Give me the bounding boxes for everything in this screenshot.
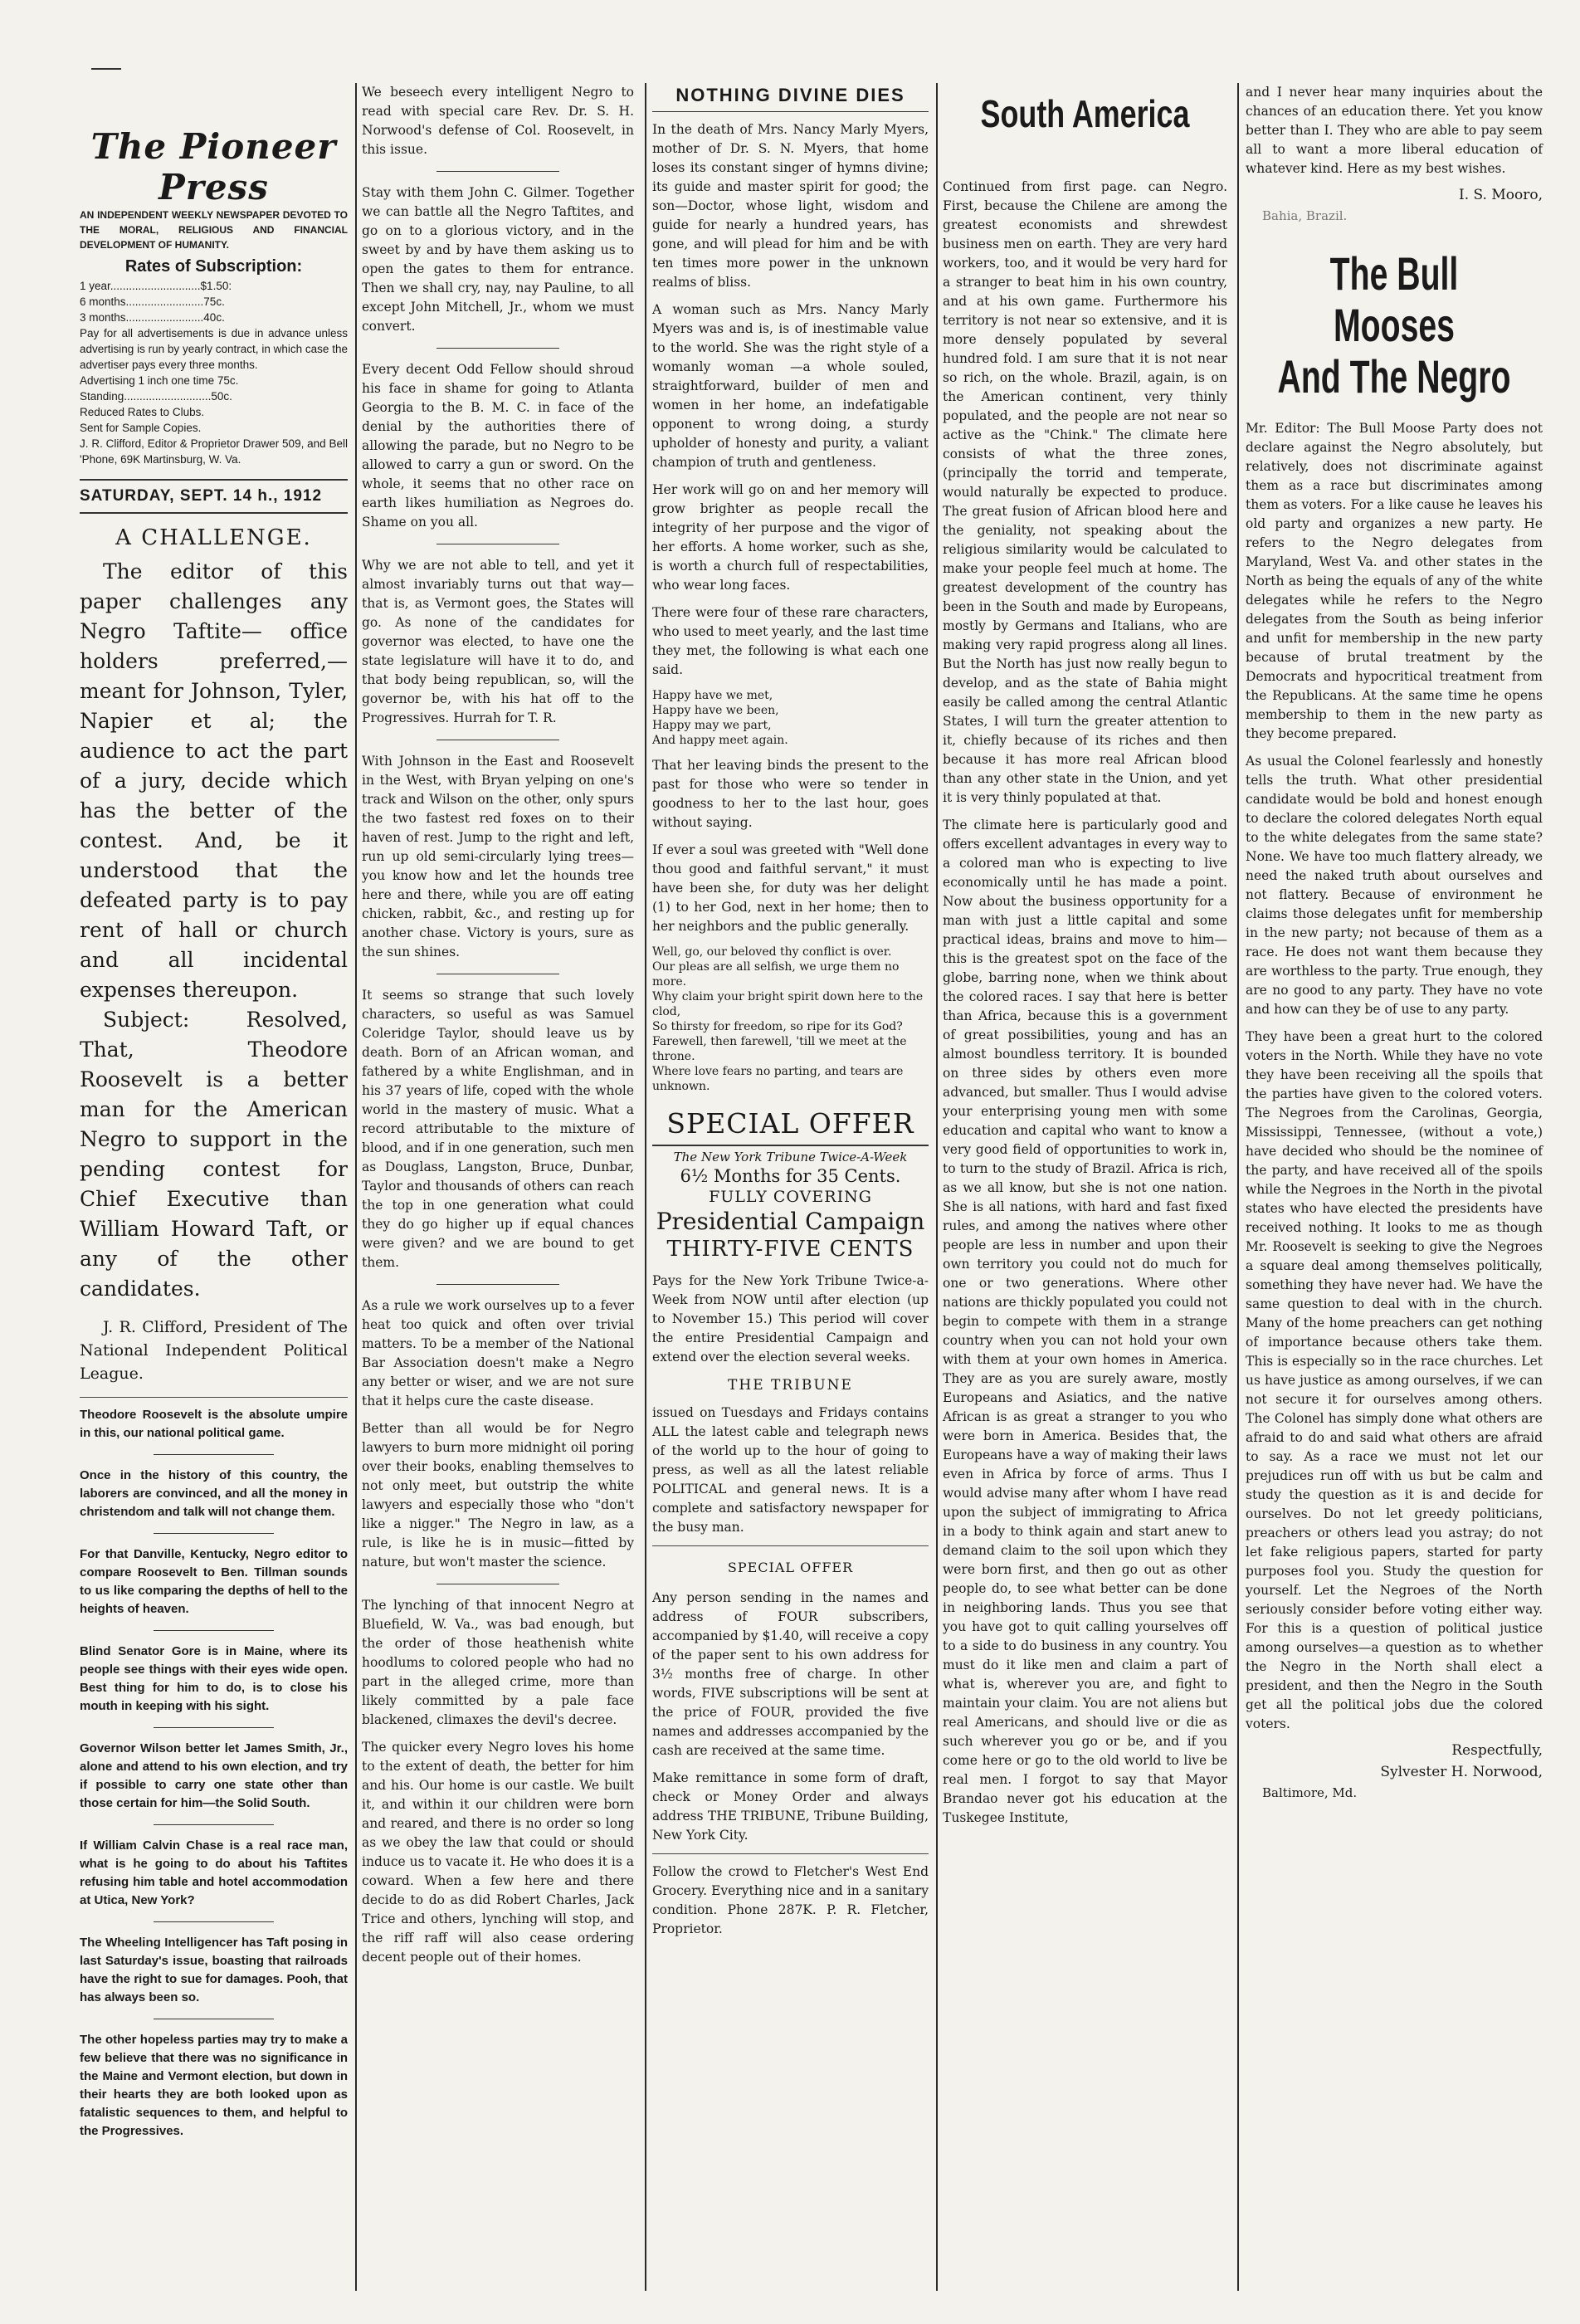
news-item: The other hopeless parties may try to make a few believe that there was no significance in the Maine and Vermont election, but down in their hearts they are both looked upon as fatalistic sequences to them, and helpful to the Progressives. [80,2033,348,2138]
article-paragraph: and I never hear many inquiries about the chances of an education there. Yet you know better than I. They who are able to pay seem all to want a more liberal education of whatever kind. Here as my best wishes. [1246,85,1543,176]
article-paragraph: Mr. Editor: The Bull Moose Party does not declare against the Negro absolutely, but relatively, does not discriminate against them as a race but discriminates among them as voters. For a like cause he leaves his old party and organizes a new party. He refers to the Negro delegates from Maryland, West Va. and other states in the North as being the equals of any of the white delegates while he refers to the Negro delegates from the South as being inferior and unfit for membership in the new party because of brutal treatment by the Democrats and hypocritical treatment from the Republicans. At the same time he opens membership to them in the new party as they become prepared. [1246,421,1543,741]
obituary-paragraph: A woman such as Mrs. Nancy Marly Myers was and is, is of inestimable value to the world. She was the right style of a womanly woman —a whole souled, straightforward, builder of men and women in her home, an indefatigable opponent to wrong doing, a sturdy upholder of honesty and purity, a valiant champion of truth and gentleness. [652,302,929,470]
news-item: Theodore Roosevelt is the absolute umpire in this, our national political game. [80,1408,348,1440]
divider [436,348,559,349]
letter-place: Bahia, Brazil. [1262,208,1348,223]
tribune-heading: THE TRIBUNE [728,1377,853,1394]
editorial-paragraph: Stay with them John C. Gilmer. Together we can battle all the Negro Taftites, and go on to a glorious victory, and in the sweet by and by have them asking us to open the gates to them for entrance. Then we shall cry, nay, nay Pauline, to all except John Mitchell, Jr., whom we must convert. [362,185,634,334]
advertisement: Follow the crowd to Fletcher's West End Grocery. Everything nice and in a sanitary condition. Phone 287K. P. R. Fletcher, Proprietor. [652,1864,929,1936]
news-item: The Wheeling Intelligencer has Taft posing in last Saturday's issue, boasting that railroads have the right to sue for damages. Pooh, that has always been so. [80,1936,348,2004]
masthead-note: Reduced Rates to Clubs. [80,406,205,418]
divider [154,1630,274,1631]
editorial-paragraph: The lynching of that innocent Negro at Bluefield, W. Va., was bad enough, but the order of those heathenish white hoodlums to colored people who had no part in the alleged crime, more than likely committed by a pale face blackened, climaxes the devil's decree. [362,1598,634,1727]
obituary-paragraph: In the death of Mrs. Nancy Marly Myers, mother of Dr. S. N. Myers, that home loses its constant singer of hymns divine; its guide and master spirit for good; the son—Doctor, whose light, wisdom and guide for nearly a hundred years, has gone, and will plead for him and be with ten times more power in the unknown realms of bliss. [652,122,929,290]
challenge-signature: J. R. Clifford, President of The National Independent Political League. [80,1318,348,1383]
offer-line: THIRTY-FIVE CENTS [666,1237,914,1262]
masthead-title: The Pioneer Press [90,126,337,208]
poem-line: And happy meet again. [652,734,788,747]
challenge-paragraph: Subject: Resolved, That, Theodore Roosevelt is a better man for the American Negro to support in the pending contest for Chief Executive than William Howard Taft, or any of the other candidates. [80,1008,348,1301]
offer-paragraph: Make remittance in some form of draft, check or Money Order and always address THE TRIBUNE, Tribune Building, New York City. [652,1770,929,1843]
divider [652,1545,929,1546]
column-3 [647,83,934,2291]
news-item: Blind Senator Gore is in Maine, where its people see things with their eyes wide open. Best thing for him to do, is to close his mouth in keeping with his sight. [80,1644,348,1713]
poem-line: Our pleas are all selfish, we urge them no more. [652,960,900,989]
column-1 [75,83,353,2291]
column-5 [1241,83,1548,2291]
rates-title: Rates of Subscription: [124,257,303,276]
news-item: If William Calvin Chase is a real race man, what is he going to do about his Taftites refusing him table and hotel accommodation at Utica, New York? [80,1838,348,1907]
offer-line: The New York Tribune Twice-A-Week [673,1150,908,1164]
column-rule [645,83,646,2291]
poem-line: Happy have we been, [652,704,779,717]
challenge-paragraph: The editor of this paper challenges any Negro Taftite— office holders preferred,—meant for Johnson, Tyler, Napier et al; the audience to act the part of a jury, decide which has the better of the contest. And, be it understood that the defeated party is to pay rent of hall or church and all incidental expenses thereupon. [80,559,348,1002]
rate-line: 6 months.........................75c. [80,295,225,308]
letter-signature: I. S. Mooro, [1458,187,1543,203]
divider [436,1284,559,1285]
poem-line: Where love fears no parting, and tears are unknown. [652,1065,904,1093]
editorial-paragraph: We beseech every intelligent Negro to read with special care Rev. Dr. S. H. Norwood's defense of Col. Roosevelt, in this issue. [362,85,634,157]
news-item: Once in the history of this country, the laborers are convinced, and all the money in christendom and talk will not change them. [80,1468,348,1519]
divider [154,1921,274,1922]
masthead-subtitle: AN INDEPENDENT WEEKLY NEWSPAPER DEVOTED TO THE MORAL, RELIGIOUS AND FINANCIAL DEVELOPMENT OF HUMANITY. [80,209,348,251]
news-item: Governor Wilson better let James Smith, Jr., alone and attend to his own election, and try if possible to carry one state other than those certain for him—the Solid South. [80,1741,348,1810]
news-item: For that Danville, Kentucky, Negro editor to compare Roosevelt to Ben. Tillman sounds to us like comparing the depths of hell to the heights of heaven. [80,1547,348,1616]
rate-line: 3 months.........................40c. [80,311,225,324]
obituary-paragraph: There were four of these rare characters, who used to meet yearly, and the last time they met, the following is what each one said. [652,605,929,677]
letter-signature: Sylvester H. Norwood, [1380,1764,1543,1780]
masthead-note: Sent for Sample Copies. [80,422,202,434]
editorial-paragraph: With Johnson in the East and Roosevelt in the West, with Bryan yelping on one's track and Wilson on the other, only spurs the two fastest red foxes on to their haven of rest. Jump to the right and left, run up old semi-circularly lying trees—you know how and let the hounds tree here and there, while you are off eating chicken, rabbit, &c., and resting up for another chase. Victory is yours, sure as the sun shines. [362,754,634,959]
obituary-paragraph: That her leaving binds the present to the past for those who were so tender in goodness to her to the last hour, goes without saying. [652,758,929,830]
heading-line: And The Negro [1277,350,1511,403]
heading-line: The Bull Mooses [1329,247,1459,351]
divider [154,1727,274,1728]
poem-line: Happy may we part, [652,719,772,732]
editorial-paragraph: Why we are not able to tell, and yet it almost invariably turns out that way—that is, as Vermont goes, the States will go. As none of the candidates for governor was elected, to have one the state legislature will have it to do, and that body being republican, so, will the governor be, with his hat off to the Progressives. Hurrah for T. R. [362,558,634,725]
article-paragraph: Continued from first page. can Negro. First, because the Chilene are among the greatest economists and shrewdest business men on earth. They are very hard workers, too, and it would be very hard for a stranger to beat him in his own country, and at his own game. Furthermore his territory is not near so extensive, and it is more densely populated by several hundred fold. I am sure that it is not near so rich, on the whole. Brazil, again, is on the American continent, very thinly populated, and the people are not near so active as the "Chink." The climate here consists of what the three zones, (principally the torrid and temperate, would naturally be expected to produce. The great fusion of African blood here and the geniality, not speaking about the religious similarity would be calculated to make your people feel much at home. The greatest development of the country has been in the South and made by Europeans, mostly by Germans and Italians, who are making very rapid progress along all lines. But the North has just now really begun to develop, and as the state of Bahia might easily be called among the central Atlantic States, I will turn the greater attention to it, chiefly because of its riches and then because it has more real African blood than any other state in the Union, and yet it is very thinly populated at that. [943,179,1227,805]
challenge-heading: A CHALLENGE. [115,525,312,550]
divider [154,1533,274,1534]
offer-paragraph: Any person sending in the names and address of FOUR subscribers, accompanied by $1.40, will receive a copy of the paper sent to his own address for 3½ months free of charge. In other words, FIVE subscriptions will be sent at the price of FOUR, provided the five names and addresses accompanied by the cash are received at the same time. [652,1590,929,1758]
masthead-note: Advertising 1 inch one time 75c. [80,374,239,387]
article-paragraph: The climate here is particularly good and offers excellent advantages in every way to a colored man who is expecting to live economically until he has made a point. Now about the business opportunity for a man with just a little capital and some practical ideas, brains and move to him—this is the greatest spot on the face of the globe, barring none, when we think about the colored races. I say that here is better than Africa, because this is a government of great possibilities, young and has an almost boundless territory. It is bounded on three sides by others even more advanced, but smaller. Thus I would advise your enterprising young men with some education and capital who want to know a very good field of opportunities to work in, to turn to the study of Brazil. Africa is rich, as we all know, but she is not one nation. She is all nations, with hard and fast fixed rules, and among the natives where other people are less in number and upon their own territory you could not do much for one or two generations. Where other nations are thickly populated you could not begin to compete with them in a strange country when you can not hold your own with them at your own homes in America. They are as you are surely aware, mostly Europeans and Asiatics, and the native African is as great a stranger to you who were born in America. Besides that, the Europeans have a way of making their laws even in Africa by force of arms. Thus I would advise many after whom I have read upon the subject of immigrating to Africa in a body to think again and start anew to demand claim to the soil upon which they were born first, and then go out as other people do, to see what better can be done in neighboring lands. Thus you see that you have got to quit calling yourselves off to a side to do business in any country. You must do it like men and claim a part of what is, wherever you are, and fight to maintain your claim. You are not aliens but real Americans, and should live or die as such wherever you go or be, and if you come here or go to the old world to live be real men. I forgot to say that Mayor Brandao never got his education at the Tuskegee Institute, [943,818,1227,1825]
poem-line: So thirsty for freedom, so ripe for its God? [652,1020,903,1033]
column-4 [938,83,1232,2291]
obituary-paragraph: If ever a soul was greeted with "Well done thou good and faithful servant," it must have been she, for duty was her delight (1) to her God, next in her home; then to her neighbors and the public generally. [652,842,929,934]
offer-line: 6½ Months for 35 Cents. [680,1166,901,1186]
poem-line: Why claim your bright spirit down here to the clod, [652,990,924,1018]
poem-verse [652,945,929,1094]
rate-line: 1 year.............................$1.50: [80,280,232,292]
editorial-paragraph: It seems so strange that such lovely characters, so useful as was Samuel Coleridge Taylor, should leave us by death. Born of an African woman, and fathered by a white Englishman, and in his 37 years of life, coped with the whole world in the mastery of music. What a record attributable to the mixture of blood, and if in one generation, such men as Douglass, Langston, Bruce, Dunbar, Taylor and thousands of others can reach the top in one generation what could they do go higher up if equal chances were given? and we are bound to get them. [362,988,634,1270]
divider [436,171,559,172]
poem-line: Happy have we met, [652,689,773,702]
south-america-heading: South America [980,92,1190,135]
special-offer-subheading: SPECIAL OFFER [727,1560,854,1575]
poem-verse [652,688,929,748]
special-offer-title: SPECIAL OFFER [652,1107,929,1146]
top-rule-mark [91,68,121,70]
offer-paragraph: Pays for the New York Tribune Twice-a-Week from NOW until after election (up to November 15.) This period will cover the entire Presidential Campaign and extend over the election several weeks. [652,1273,929,1365]
editorial-paragraph: Every decent Odd Fellow should shroud his face in shame for going to Atlanta Georgia to the B. M. C. in face of the denial by the authorities there of allowing the parade, but no Negro to be allowed to carry a gun or sword. On the whole, it seems that no other race on earth likes humiliation as Negroes do. Shame on you all. [362,362,634,530]
offer-line: Presidential Campaign [656,1208,925,1235]
divider [154,1454,274,1455]
masthead-note: J. R. Clifford, Editor & Proprietor Drawer 509, and Bell 'Phone, 69K Martinsburg, W. Va. [80,437,348,466]
masthead-note: Standing............................50c. [80,390,232,403]
article-paragraph: They have been a great hurt to the colored voters in the North. While they have no vote they have been receiving all the spoils that the parties have given to the colored voters. The Negroes from the Carolinas, Georgia, Mississippi, Tennessee, (without a vote,) have decided who should be the nominee of the party, and have received all of the spoils while the Negroes in the North in the pivotal states who have elected the presidents have received nothing. It looks to me as though Mr. Roosevelt is seeking to give the Negroes a square deal among themselves politically, something they have never had. We have the same question to deal with in the church. Many of the home preachers can get nothing of importance because others take them. This is especially so in the race churches. Let us have justice as among ourselves, if we can not secure it for ourselves among others. The Colonel has simply done what others are afraid to do and said what others are afraid to say. As a race we must not let our prejudices run off with us but be calm and study the question as it is and decide for ourselves. Do not let greedy politicians, preachers or others lead you astray; do not let fake religious papers, started for party purposes fool you. Study the question for yourself. Let the Negroes of the North seriously consider before voting either way. For this is a question of political justice among ourselves—a question as to whether the Negro in the North shall elect a president, and then the Negro in the South get all the political jobs due the colored voters. [1246,1029,1543,1731]
editorial-paragraph: As a rule we work ourselves up to a fever heat too quick and often over trivial matters. To be a member of the National Bar Association doesn't make a Negro any better or wiser, and we are not sure that it helps cure the caste disease. [362,1298,634,1409]
letter-closing: Respectfully, [1451,1742,1543,1759]
divider [652,1853,929,1854]
divider [80,1397,348,1398]
poem-line: Well, go, our beloved thy conflict is over. [652,945,892,959]
column-2 [357,83,639,2291]
offer-paragraph: issued on Tuesdays and Fridays contains ALL the latest cable and telegraph news of the world up to the hour of going to press, as well as all the latest reliable POLITICAL and general news. It is a complete and satisfactory newspaper for the busy man. [652,1405,929,1535]
editorial-paragraph: The quicker every Negro loves his home to the extent of death, the better for him and his. Our home is our castle. We built it, and within it our children were born and reared, and there is no order so long as we obey the law that could or should induce us to vacate it. He who does it is a coward. When a few here and there decide to do as did Robert Charles, Jack Trice and others, lynching will stop, and the riff raff will also cease ordering decent people out of their homes. [362,1740,634,1965]
bull-moose-heading [1267,248,1522,403]
masthead-note: Pay for all advertisements is due in advance unless advertising is run by yearly contract, in which case the advertiser pays every three months. [80,327,348,371]
dateline: SATURDAY, SEPT. 14 h., 1912 [80,479,348,514]
editorial-paragraph: Better than all would be for Negro lawyers to burn more midnight oil poring over their books, enabling themselves to not only meet, but outstrip the white lawyers and especially those who "don't like a nigger." The Negro in law, as a rule, is like he is in music—fitted by nature, but won't master the science. [362,1421,634,1570]
poem-line: Farewell, then farewell, 'till we meet at the throne. [652,1035,907,1063]
column-rule [1237,83,1239,2291]
obituary-paragraph: Her work will go on and her memory will grow brighter as people recall the integrity of her purpose and the vigor of her efforts. A home worker, such as she, is worth a church full of respectabilities, who wear long faces. [652,482,929,593]
letter-place: Baltimore, Md. [1262,1785,1358,1800]
obituary-heading: NOTHING DIVINE DIES [652,85,929,112]
article-paragraph: As usual the Colonel fearlessly and honestly tells the truth. What other presidential candidate would be bold and honest enough to declare the colored delegates North equal to the white delegates from the same state? None. We have too much flattery already, we need the naked truth about ourselves and not flattery. Because of environment he claims those delegates unfit for membership in the new party; not because of them as a race. He does not want them because they are worthless to the party. True enough, they are no good to any party. They have no vote and how can they be of use to any party. [1246,754,1543,1017]
offer-line: FULLY COVERING [709,1188,872,1206]
divider [154,1824,274,1825]
